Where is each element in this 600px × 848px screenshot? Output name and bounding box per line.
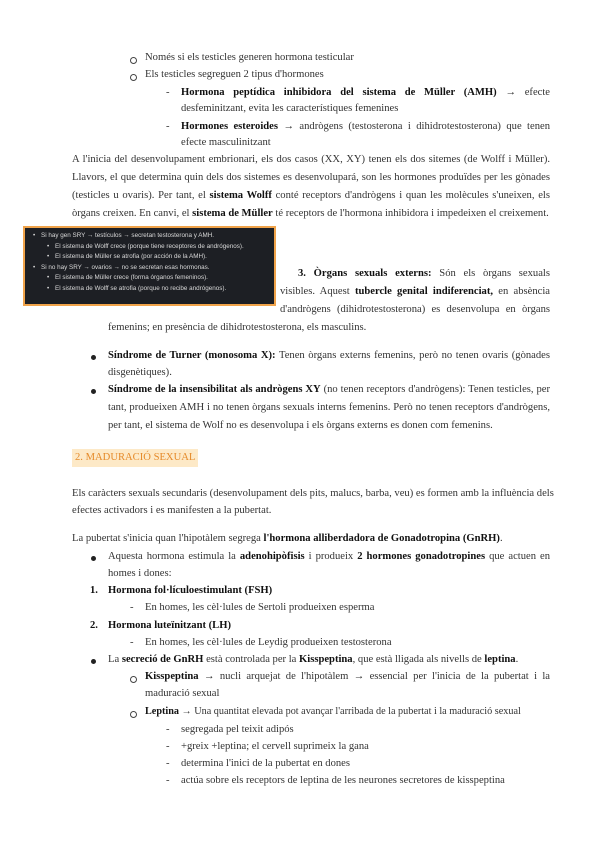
dash-bullet-icon: - xyxy=(130,602,134,613)
section-3-line: visibles. Aquest tubercle genital indiferenciat, en absència xyxy=(280,286,550,297)
list-item: Els testicles segreguen 2 tipus d'hormones xyxy=(145,69,324,80)
list-item-continuation: maduració sexual xyxy=(145,688,220,699)
circle-bullet-icon xyxy=(130,676,137,683)
dot-bullet-icon xyxy=(91,389,96,394)
list-item: Aquesta hormona estimula la adenohipòfisis i produeix 2 hormones gonadotropines que actuen en xyxy=(108,551,551,562)
list-item: Síndrome de Turner (monosoma X): Tenen òrgans externs femenins, però no tenen ovaris (gònades xyxy=(108,350,550,361)
list-item-continuation: efecte masculinitzant xyxy=(181,137,271,148)
list-item: Kisspeptina → nucli arquejat de l'hipotàlem → essencial per l'inicia de la pubertat i la xyxy=(145,671,550,682)
list-item: En homes, les cèl·lules de Sertoli produeixen esperma xyxy=(145,602,375,613)
paragraph-line: efectes activadors i es manifesten a la pubertat. xyxy=(72,505,272,516)
list-item: Hormona peptídica inhibidora del sistema de Müller (AMH) → efecte xyxy=(181,87,550,98)
section-3-line: d'andrògens (dihidrotestosterona) es desenvolupa en òrgans xyxy=(280,304,550,315)
list-item-continuation: disgenètiques). xyxy=(108,367,172,378)
list-item-continuation: tant, produeixen AMH i no tenen òrgans sexuals interns femenins. Però no tenen receptors d'andrògens, xyxy=(108,402,550,413)
list-item: Només si els testicles generen hormona testicular xyxy=(145,52,354,63)
dot-bullet-icon xyxy=(91,355,96,360)
list-item: En homes, les cèl·lules de Leydig produeixen testosterona xyxy=(145,637,392,648)
list-item: La secreció de GnRH està controlada per la Kisspeptina, que està lligada als nivells de leptina. xyxy=(108,654,519,665)
dash-bullet-icon: - xyxy=(166,775,170,786)
list-number: 1. xyxy=(90,585,98,596)
section-3-line: 3. Òrgans sexuals externs: Són els òrgans sexuals xyxy=(298,268,550,279)
section-heading: 2. MADURACIÓ SEXUAL xyxy=(72,449,198,467)
circle-bullet-icon xyxy=(130,74,137,81)
dot-bullet-icon xyxy=(91,556,96,561)
paragraph: A l'inicia del desenvolupament embrionari, els dos casos (XX, XY) tenen els dos sitemes (de Wolff i Müller). Llavors, el que determina quin dels dos sistemes es desenvolupará, son les hormones produïdes per les gònades (testicles u ovaris). Per tant, el sistema Wolff conté receptors d'andrògens i quan les molècules s'uneixen, els òrgans creixen. En canvi, el sistema de Müller té receptors de l'hormona inhibidora i impedeixen el creixement. xyxy=(72,154,550,219)
dash-bullet-icon: - xyxy=(130,637,134,648)
list-number: 2. xyxy=(90,620,98,631)
dash-bullet-icon: - xyxy=(166,741,170,752)
list-item: Leptina → Una quantitat elevada pot avançar l'arribada de la pubertat i la maduració sexual xyxy=(145,706,521,717)
circle-bullet-icon xyxy=(130,711,137,718)
dash-bullet-icon: - xyxy=(166,724,170,735)
paragraph-line: Els caràcters sexuals secundaris (desenvolupament dels pits, malucs, barba, veu) es formen amb la influència dels xyxy=(72,488,554,499)
dash-bullet-icon: - xyxy=(166,758,170,769)
embedded-image-notes: • Si hay gen SRY → testículos → secretan testosterona y AMH. • El sistema de Wolff crece (porque tiene receptores de andrógenos). • El sistema de Müller se atrofia (por acción de la AMH). • Si no hay SRY → ovarios → no se secretan esas hormonas. • El sistema de Müller crece (forma órganos femeninos). • El sistema de Wolff se atrofia (porque no recibe andrógenos). xyxy=(23,226,276,306)
list-item-continuation: homes i dones: xyxy=(108,568,172,579)
dash-bullet-icon: - xyxy=(166,121,170,132)
list-item: Síndrome de la insensibilitat als andrògens XY (no tenen receptors d'andrògens): Tenen testicles, per xyxy=(108,384,551,395)
list-item-continuation: desfeminitzant, evita les característiques femenines xyxy=(181,103,399,114)
dot-bullet-icon xyxy=(91,659,96,664)
circle-bullet-icon xyxy=(130,57,137,64)
list-item: segregada pel teixit adipós xyxy=(181,724,294,735)
list-item: Hormones esteroides → andrògens (testosterona i dihidrotestosterona) que tenen xyxy=(181,121,551,132)
list-item: determina l'inici de la pubertat en dones xyxy=(181,758,350,769)
list-item: actúa sobre els receptors de leptina de les neurones secretores de kisspeptina xyxy=(181,775,505,786)
section-3-line: femenins; en presència de dihidrotestosterona, els masculins. xyxy=(108,322,367,333)
paragraph-line: La pubertat s'inicia quan l'hipotàlem segrega l'hormona alliberdadora de Gonadotropina (GnRH). xyxy=(72,533,503,544)
list-item: Hormona luteïnitzant (LH) xyxy=(108,620,231,631)
list-item: Hormona fol·lículoestimulant (FSH) xyxy=(108,585,273,596)
dash-bullet-icon: - xyxy=(166,87,170,98)
list-item-continuation: per tant, el sistema de Wolf no es desenvolupa i els òrgans externs es donen com femenins. xyxy=(108,420,493,431)
list-item: +greix +leptina; el cervell suprimeix la gana xyxy=(181,741,369,752)
